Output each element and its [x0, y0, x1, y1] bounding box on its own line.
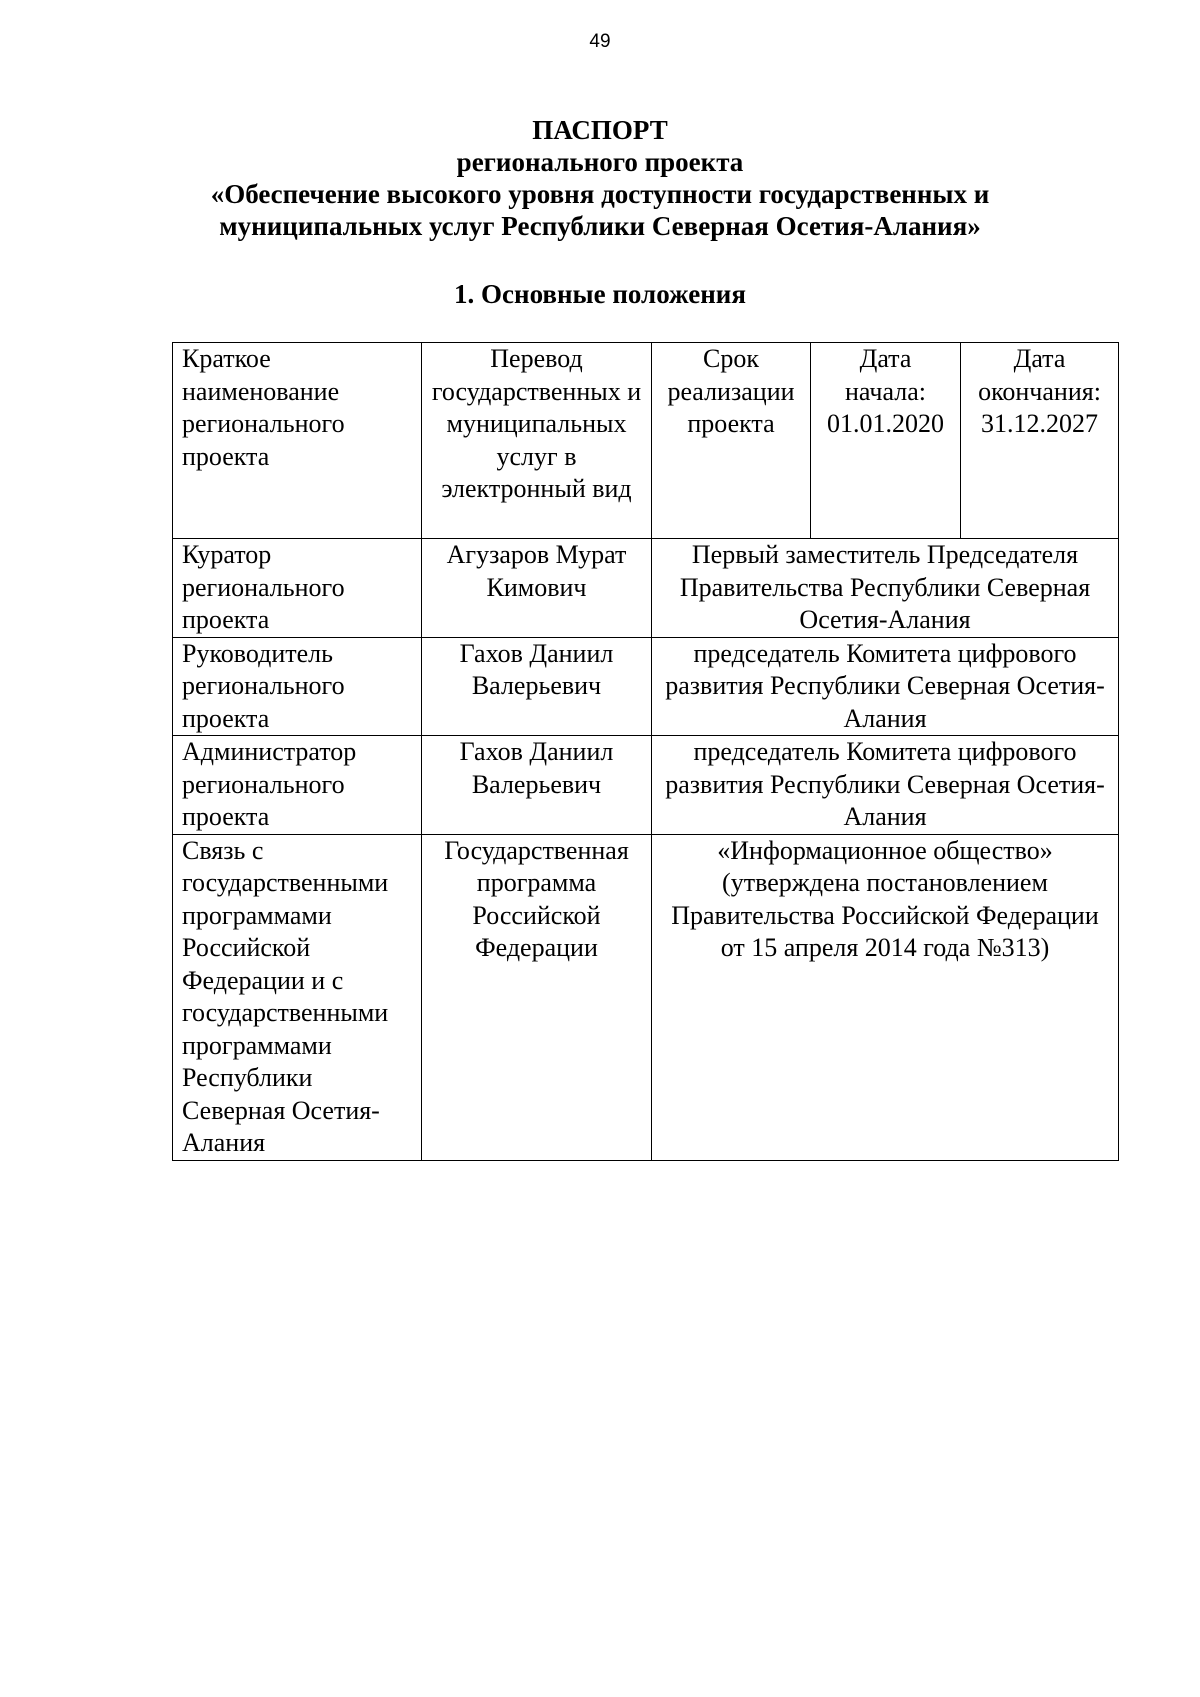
table-row	[173, 539, 1119, 638]
project-name-line-1: «Обеспечение высокого уровня доступности государственных и	[210, 179, 990, 209]
table-row	[173, 736, 1119, 835]
curator-name: Агузаров Мурат Кимович	[422, 539, 652, 638]
project-administrator-name: Гахов Даниил Валерьевич	[422, 736, 652, 835]
project-short-name-label: Краткое наименование регионального проекта	[173, 343, 422, 539]
curator-label: Куратор регионального проекта	[173, 539, 422, 638]
state-programs-link-label: Связь с государственными программами Российской Федерации и с государственными программами Республики Северная Осетия-Алания	[173, 834, 422, 1160]
project-administrator-label: Администратор регионального проекта	[173, 736, 422, 835]
project-end-date: Дата окончания: 31.12.2027	[961, 343, 1119, 539]
project-start-date: Дата начала: 01.01.2020	[811, 343, 961, 539]
document-title: ПАСПОРТ	[532, 115, 668, 145]
project-head-name: Гахов Даниил Валерьевич	[422, 637, 652, 736]
project-name-line-2: муниципальных услуг Республики Северная Осетия-Алания»	[219, 211, 981, 241]
passport-table	[172, 342, 1119, 1161]
section-heading: 1. Основные положения	[454, 279, 746, 309]
page-number: 49	[589, 31, 611, 52]
project-head-position: председатель Комитета цифрового развития Республики Северная Осетия-Алания	[652, 637, 1119, 736]
table-row	[173, 343, 1119, 539]
project-administrator-position: председатель Комитета цифрового развития Республики Северная Осетия-Алания	[652, 736, 1119, 835]
project-head-label: Руководитель регионального проекта	[173, 637, 422, 736]
curator-position: Первый заместитель Председателя Правительства Республики Северная Осетия-Алания	[652, 539, 1119, 638]
state-program-type: Государственная программа Российской Федерации	[422, 834, 652, 1160]
document-subtitle: регионального проекта	[456, 147, 744, 177]
table-row	[173, 637, 1119, 736]
state-program-details: «Информационное общество» (утверждена постановлением Правительства Российской Федерации от 15 апреля 2014 года №313)	[652, 834, 1119, 1160]
document-title-block	[0, 114, 1200, 242]
table-row	[173, 834, 1119, 1160]
project-period-label: Срок реализации проекта	[652, 343, 811, 539]
project-short-name-value: Перевод государственных и муниципальных услуг в электронный вид	[422, 343, 652, 539]
